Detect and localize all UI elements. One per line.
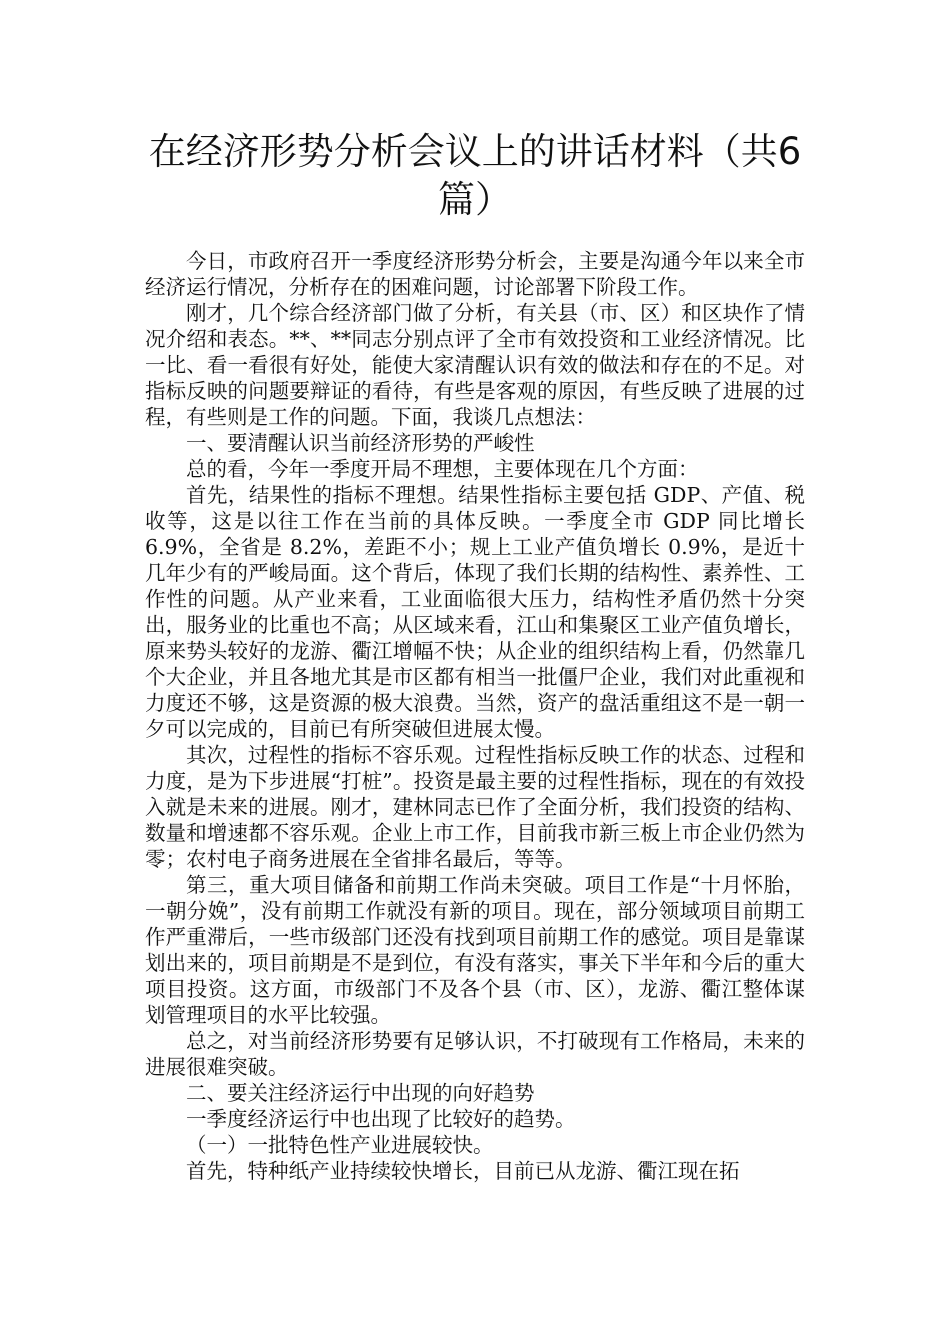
section-heading: 一、要清醒认识当前经济形势的严峻性 — [186, 431, 535, 455]
paragraph: 今日，市政府召开一季度经济形势分析会，主要是沟通今年以来全市经济运行情况，分析存在的困难问题，讨论部署下阶段工作。 — [145, 249, 805, 299]
paragraph: 一季度经济运行中也出现了比较好的趋势。 — [186, 1107, 576, 1131]
document-title: 在经济形势分析会议上的讲话材料（共6篇） — [148, 130, 802, 221]
document-body — [145, 248, 805, 1184]
paragraph: 总之，对当前经济形势要有足够认识，不打破现有工作格局，未来的进展很难突破。 — [145, 1029, 805, 1079]
subsection-heading: （一）一批特色性产业进展较快。 — [186, 1133, 494, 1157]
paragraph: 第三，重大项目储备和前期工作尚未突破。项目工作是“十月怀胎，一朝分娩”，没有前期工作就没有新的项目。现在，部分领域项目前期工作严重滞后，一些市级部门还没有找到项目前期工作的感觉。项目是靠谋划出来的，项目前期是不是到位，有没有落实，事关下半年和今后的重大项目投资。这方面，市级部门不及各个县（市、区），龙游、衢江整体谋划管理项目的水平比较强。 — [145, 873, 805, 1027]
paragraph: 刚才，几个综合经济部门做了分析，有关县（市、区）和区块作了情况介绍和表态。**、**同志分别点评了全市有效投资和工业经济情况。比一比、看一看很有好处，能使大家清醒认识有效的做法和存在的不足。对指标反映的问题要辩证的看待，有些是客观的原因，有些反映了进展的过程，有些则是工作的问题。下面，我谈几点想法： — [145, 301, 805, 429]
paragraph: 首先，特种纸产业持续较快增长，目前已从龙游、衢江现在拓 — [186, 1159, 740, 1183]
paragraph: 首先，结果性的指标不理想。结果性指标主要包括 GDP、产值、税收等，这是以往工作在当前的具体反映。一季度全市 GDP 同比增长6.9%，全省是 8.2%，差距不小；规上工业产值负增长 0.9%，是近十几年少有的严峻局面。这个背后，体现了我们长期的结构性、素养性、工作性的问题。从产业来看，工业面临很大压力，结构性矛盾仍然十分突出，服务业的比重也不高；从区域来看，江山和集聚区工业产值负增长，原来势头较好的龙游、衢江增幅不快；从企业的组织结构上看，仍然靠几个大企业，并且各地尤其是市区都有相当一批僵尸企业，我们对此重视和力度还不够，这是资源的极大浪费。当然，资产的盘活重组这不是一朝一夕可以完成的，目前已有所突破但进展太慢。 — [145, 483, 805, 741]
section-heading: 二、要关注经济运行中出现的向好趋势 — [186, 1081, 535, 1105]
paragraph: 总的看，今年一季度开局不理想，主要体现在几个方面： — [186, 457, 699, 481]
paragraph: 其次，过程性的指标不容乐观。过程性指标反映工作的状态、过程和力度，是为下步进展“打桩”。投资是最主要的过程性指标，现在的有效投入就是未来的进展。刚才，建林同志已作了全面分析，我们投资的结构、数量和增速都不容乐观。企业上市工作，目前我市新三板上市企业仍然为零；农村电子商务进展在全省排名最后，等等。 — [145, 743, 805, 871]
